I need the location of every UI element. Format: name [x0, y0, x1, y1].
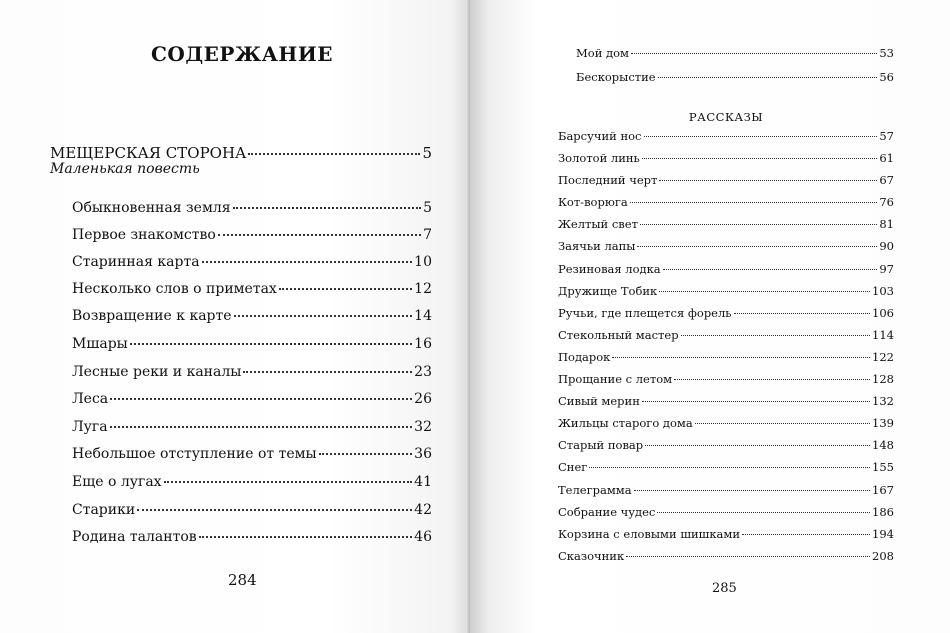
- entry-label: Леса: [72, 391, 109, 407]
- toc-entry: [72, 336, 432, 352]
- leader-dots: [742, 534, 870, 535]
- entry-page: 81: [879, 217, 894, 231]
- section-entry-meshcherskaya: [50, 144, 432, 162]
- toc-entry: [558, 173, 894, 187]
- entry-page: 23: [414, 364, 432, 380]
- toc-entry: [72, 419, 432, 435]
- entry-label: Жильцы старого дома: [558, 416, 693, 430]
- entry-page: 90: [879, 239, 894, 253]
- entry-label: Телеграмма: [558, 483, 632, 497]
- entry-page: 10: [414, 254, 432, 270]
- entry-label: Корзина с еловыми шишками: [558, 527, 741, 541]
- contents-title: СОДЕРЖАНИЕ: [151, 42, 333, 66]
- entry-page: 5: [423, 200, 432, 216]
- leader-dots: [137, 509, 412, 511]
- leader-dots: [319, 453, 413, 455]
- toc-entry: [558, 527, 894, 541]
- entry-page: 194: [872, 527, 894, 541]
- entry-page: 103: [872, 284, 894, 298]
- entry-label: Прощание с летом: [558, 372, 673, 386]
- stories-heading: РАССКАЗЫ: [688, 110, 764, 124]
- leader-dots: [642, 401, 870, 402]
- entry-label: Резиновая лодка: [558, 262, 661, 276]
- entry-label: Старый повар: [558, 438, 644, 452]
- entry-page: 57: [879, 129, 894, 143]
- leader-dots: [233, 207, 422, 209]
- toc-entry: [558, 284, 894, 298]
- leader-dots: [248, 153, 420, 155]
- leader-dots: [630, 202, 878, 203]
- leader-dots: [202, 261, 413, 263]
- leader-dots: [234, 315, 413, 317]
- toc-entry: [558, 394, 894, 408]
- toc-entry: [72, 364, 432, 380]
- entry-label: Заячьи лапы: [558, 239, 636, 253]
- entry-page: 53: [879, 46, 894, 60]
- leader-dots: [644, 136, 878, 137]
- page-number: 285: [712, 581, 737, 596]
- toc-entry: [558, 239, 894, 253]
- toc-entry: [558, 217, 894, 231]
- entry-label: Бескорыстие: [576, 70, 656, 84]
- toc-entry: [558, 129, 894, 143]
- entry-label: Барсучий нос: [558, 129, 642, 143]
- toc-entry: [558, 549, 894, 563]
- leader-dots: [279, 288, 412, 290]
- leader-dots: [657, 512, 870, 513]
- entry-label: Желтый свет: [558, 217, 638, 231]
- entry-page: 208: [872, 549, 894, 563]
- entry-label: Еще о лугах: [72, 474, 162, 490]
- entry-label: Стекольный мастер: [558, 328, 679, 342]
- entry-label: Сказочник: [558, 549, 625, 563]
- leader-dots: [110, 398, 412, 400]
- toc-entry: [558, 195, 894, 209]
- toc-entry: [72, 474, 432, 490]
- leader-dots: [674, 379, 870, 380]
- leader-dots: [658, 77, 878, 78]
- toc-entry: [72, 502, 432, 518]
- toc-entry: [72, 281, 432, 297]
- toc-entry: [72, 446, 432, 462]
- toc-entry: [558, 483, 894, 497]
- entry-page: 12: [414, 281, 432, 297]
- leader-dots: [612, 357, 870, 358]
- toc-entry: [558, 438, 894, 452]
- entry-label: Старинная карта: [72, 254, 200, 270]
- entry-page: 7: [423, 227, 432, 243]
- entry-page: 155: [872, 460, 894, 474]
- section-page: 5: [422, 144, 432, 162]
- entry-label: Ручьи, где плещется форель: [558, 306, 732, 320]
- entry-label: Сивый мерин: [558, 394, 640, 408]
- entry-label: Родина талантов: [72, 529, 197, 545]
- toc-entry: [558, 306, 894, 320]
- leader-dots: [659, 180, 877, 181]
- entry-label: Луга: [72, 419, 108, 435]
- entry-label: Золотой линь: [558, 151, 640, 165]
- entry-page: 46: [414, 529, 432, 545]
- toc-entry: [558, 328, 894, 342]
- leader-dots: [640, 224, 877, 225]
- leader-dots: [164, 481, 413, 483]
- entry-page: 14: [414, 308, 432, 324]
- leader-dots: [734, 313, 870, 314]
- leader-dots: [110, 426, 413, 428]
- leader-dots: [199, 536, 413, 538]
- toc-entry: [72, 254, 432, 270]
- leader-dots: [659, 291, 870, 292]
- leader-dots: [218, 234, 421, 236]
- entry-page: 56: [879, 70, 894, 84]
- entry-page: 167: [872, 483, 894, 497]
- entry-page: 97: [879, 262, 894, 276]
- page-number: 284: [228, 571, 257, 589]
- entry-label: Дружище Тобик: [558, 284, 658, 298]
- entry-page: 16: [414, 336, 432, 352]
- entry-page: 61: [879, 151, 894, 165]
- entry-page: 32: [414, 419, 432, 435]
- entry-page: 67: [879, 173, 894, 187]
- toc-entry: [72, 529, 432, 545]
- entry-label: Старики: [72, 502, 136, 518]
- leader-dots: [243, 371, 412, 373]
- entry-page: 139: [872, 416, 894, 430]
- entry-page: 132: [872, 394, 894, 408]
- entry-page: 26: [414, 391, 432, 407]
- leader-dots: [681, 335, 870, 336]
- entry-label: Мой дом: [576, 46, 629, 60]
- entry-label: Несколько слов о приметах: [72, 281, 277, 297]
- toc-entry: [576, 70, 894, 84]
- right-page: [470, 0, 950, 633]
- entry-page: 76: [879, 195, 894, 209]
- entry-page: 148: [872, 438, 894, 452]
- entry-page: 128: [872, 372, 894, 386]
- leader-dots: [637, 246, 877, 247]
- entry-page: 106: [872, 306, 894, 320]
- toc-entry: [558, 262, 894, 276]
- entry-label: Возвращение к карте: [72, 308, 232, 324]
- toc-entry: [558, 372, 894, 386]
- toc-entry: [558, 416, 894, 430]
- leader-dots: [631, 53, 877, 54]
- toc-entry: [558, 350, 894, 364]
- entry-page: 122: [872, 350, 894, 364]
- toc-entry: [72, 308, 432, 324]
- toc-entry: [72, 227, 432, 243]
- entry-page: 41: [414, 474, 432, 490]
- toc-entry: [576, 46, 894, 60]
- toc-entry: [558, 505, 894, 519]
- leader-dots: [663, 269, 878, 270]
- leader-dots: [130, 343, 412, 345]
- toc-entry: [558, 460, 894, 474]
- entry-label: Небольшое отступление от темы: [72, 446, 317, 462]
- leader-dots: [645, 445, 870, 446]
- leader-dots: [642, 158, 878, 159]
- entry-page: 186: [872, 505, 894, 519]
- toc-entry: [72, 200, 432, 216]
- entry-label: Первое знакомство: [72, 227, 216, 243]
- entry-page: 114: [872, 328, 894, 342]
- entry-page: 42: [414, 502, 432, 518]
- leader-dots: [695, 423, 870, 424]
- entry-label: Мшары: [72, 336, 128, 352]
- leader-dots: [634, 490, 870, 491]
- section-subtitle: Маленькая повесть: [50, 161, 200, 177]
- left-page: [0, 0, 470, 633]
- leader-dots: [626, 556, 870, 557]
- entry-page: 36: [414, 446, 432, 462]
- entry-label: Лесные реки и каналы: [72, 364, 242, 380]
- entry-label: Последний черт: [558, 173, 658, 187]
- entry-label: Подарок: [558, 350, 611, 364]
- leader-dots: [589, 467, 870, 468]
- entry-label: Снег: [558, 460, 588, 474]
- entry-label: Кот-ворюга: [558, 195, 628, 209]
- toc-entry: [72, 391, 432, 407]
- entry-label: Собрание чудес: [558, 505, 656, 519]
- section-label: МЕЩЕРСКАЯ СТОРОНА: [50, 144, 247, 162]
- toc-entry: [558, 151, 894, 165]
- entry-label: Обыкновенная земля: [72, 200, 231, 216]
